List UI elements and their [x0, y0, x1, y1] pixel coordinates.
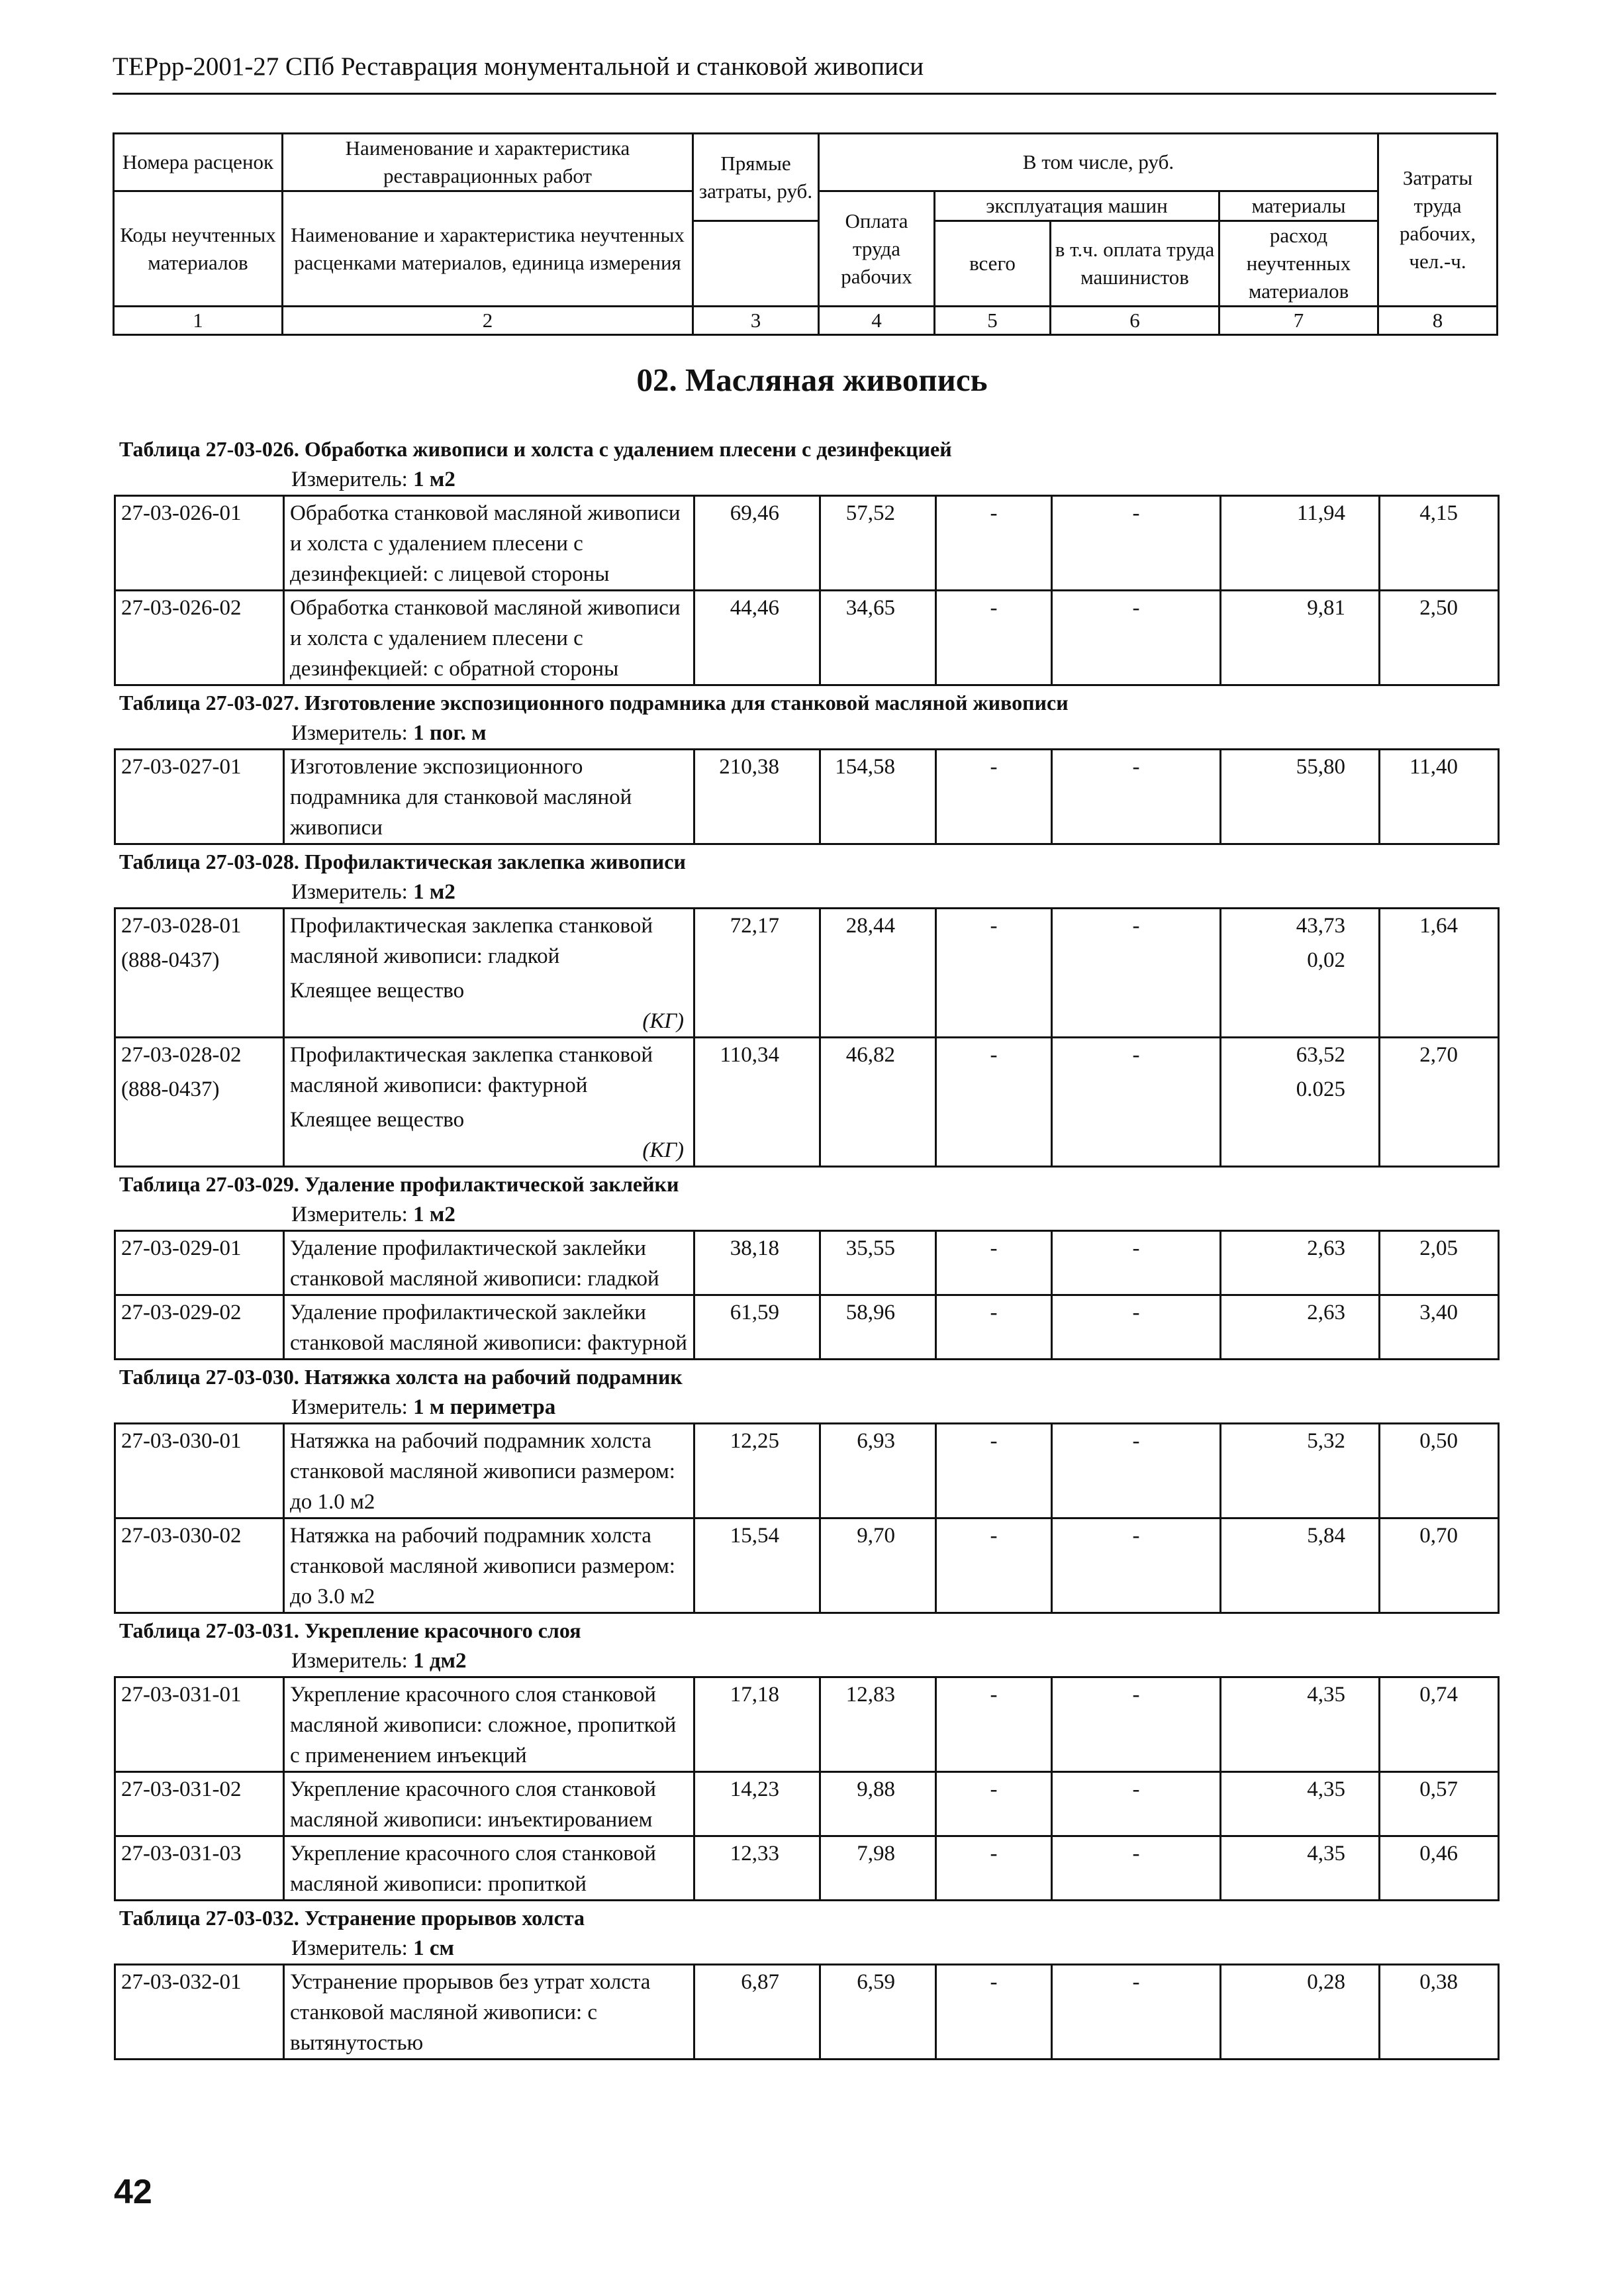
machines-total: -: [936, 909, 1052, 1038]
header-unaccounted-materials: расход неучтенных материалов: [1219, 221, 1378, 307]
machines-total: -: [936, 1836, 1052, 1901]
rate-code-cell: [115, 750, 284, 844]
direct-costs: 6,87: [694, 1965, 820, 2060]
driver-pay: -: [1052, 496, 1221, 591]
materials-cost: 2,63: [1307, 1301, 1345, 1324]
worker-pay: 35,55: [820, 1231, 936, 1295]
table-row: [115, 1231, 1499, 1295]
header-worker-pay: Оплата труда рабочих: [819, 191, 935, 307]
rate-table: [114, 495, 1500, 686]
machines-total: -: [936, 1518, 1052, 1613]
table-title: Таблица 27-03-028. Профилактическая заклепка живописи: [119, 850, 686, 873]
header-rate-numbers: Номера расценок: [114, 134, 283, 191]
header-driver-pay: в т.ч. оплата труда машинистов: [1051, 221, 1219, 307]
work-name-cell: [284, 1965, 694, 2060]
rate-code-cell: [115, 1424, 284, 1518]
work-name: Удаление профилактической заклейки станковой масляной живописи: фактурной: [290, 1301, 687, 1355]
work-name: Укрепление красочного слоя станковой масляной живописи: пропиткой: [290, 1842, 656, 1896]
page-number: 42: [114, 2173, 152, 2211]
table-row: [115, 1965, 1499, 2060]
rate-code-cell: [115, 496, 284, 591]
labor-hours: 2,50: [1380, 591, 1499, 685]
labor-hours: 2,05: [1380, 1231, 1499, 1295]
materials-cost-cell: [1221, 1424, 1380, 1518]
direct-costs: 14,23: [694, 1772, 820, 1836]
driver-pay: -: [1052, 909, 1221, 1038]
materials-cost: 43,73: [1296, 914, 1345, 938]
meter-label: Измеритель:: [291, 1936, 408, 1960]
material-unit: (КГ): [642, 1138, 684, 1162]
rate-code: 27-03-031-01: [121, 1683, 242, 1707]
table-row: [115, 1772, 1499, 1836]
direct-costs: 44,46: [694, 591, 820, 685]
rate-code-cell: [115, 1677, 284, 1772]
rate-code-cell: [115, 1231, 284, 1295]
rate-code: 27-03-030-01: [121, 1429, 242, 1453]
rate-code: 27-03-028-02: [121, 1043, 242, 1067]
table-row: [115, 909, 1499, 1038]
header-work-name: Наименование и характеристика реставрационных работ: [283, 134, 693, 191]
meter-label: Измеритель:: [291, 468, 408, 491]
rate-table: [114, 907, 1500, 1168]
work-name: Укрепление красочного слоя станковой масляной живописи: сложное, пропиткой с применением инъекций: [290, 1683, 677, 1767]
worker-pay: 9,70: [820, 1518, 936, 1613]
driver-pay: -: [1052, 1038, 1221, 1167]
header-direct-costs: Прямые затраты, руб.: [693, 134, 819, 221]
worker-pay: 9,88: [820, 1772, 936, 1836]
direct-costs: 12,25: [694, 1424, 820, 1518]
machines-total: -: [936, 1038, 1052, 1167]
work-name-cell: [284, 1038, 694, 1167]
work-name: Устранение прорывов без утрат холста станковой масляной живописи: с вытянутостью: [290, 1970, 651, 2055]
work-name-cell: [284, 1424, 694, 1518]
work-name-cell: [284, 1836, 694, 1901]
rate-table: [114, 748, 1500, 845]
driver-pay: -: [1052, 1231, 1221, 1295]
column-number: 7: [1219, 307, 1378, 335]
header-material-codes: Коды неучтенных материалов: [114, 191, 283, 307]
materials-cost-cell: [1221, 1038, 1380, 1167]
table-meter: [291, 1933, 1498, 1964]
running-header: ТЕРрр-2001-27 СПб Реставрация монументальной и станковой живописи: [113, 52, 924, 81]
header-material-names: Наименование и характеристика неучтенных расценками материалов, единица измерения: [283, 191, 693, 307]
table-title: Таблица 27-03-029. Удаление профилактической заклейки: [119, 1172, 679, 1196]
driver-pay: -: [1052, 1965, 1221, 2060]
direct-costs: 17,18: [694, 1677, 820, 1772]
materials-cost-cell: [1221, 1231, 1380, 1295]
header-direct-costs-spacer: [693, 221, 819, 307]
labor-hours: 0,46: [1380, 1836, 1499, 1901]
meter-value: 1 см: [413, 1936, 454, 1960]
table-row: [115, 591, 1499, 685]
materials-cost: 2,63: [1307, 1236, 1345, 1260]
column-number: 2: [283, 307, 693, 335]
material-amount: 0,02: [1307, 948, 1345, 972]
rate-code: 27-03-032-01: [121, 1970, 242, 1994]
table-title: Таблица 27-03-030. Натяжка холста на рабочий подрамник: [119, 1365, 683, 1389]
machines-total: -: [936, 1231, 1052, 1295]
direct-costs: 12,33: [694, 1836, 820, 1901]
header-rule: [113, 93, 1496, 95]
driver-pay: -: [1052, 750, 1221, 844]
materials-cost: 5,84: [1307, 1524, 1345, 1548]
table-row: [115, 1836, 1499, 1901]
column-number: 8: [1378, 307, 1498, 335]
labor-hours: 11,40: [1380, 750, 1499, 844]
work-name: Профилактическая заклепка станковой масляной живописи: фактурной: [290, 1043, 653, 1097]
work-name-cell: [284, 591, 694, 685]
work-name: Обработка станковой масляной живописи и холста с удалением плесени с дезинфекцией: с обратной стороны: [290, 596, 681, 681]
rate-code-cell: [115, 1038, 284, 1167]
labor-hours: 4,15: [1380, 496, 1499, 591]
machines-total: -: [936, 1772, 1052, 1836]
column-number: 6: [1051, 307, 1219, 335]
materials-cost-cell: [1221, 1518, 1380, 1613]
rate-code: 27-03-031-02: [121, 1777, 242, 1801]
rate-code: 27-03-029-02: [121, 1301, 242, 1324]
labor-hours: 0,57: [1380, 1772, 1499, 1836]
driver-pay: -: [1052, 1772, 1221, 1836]
rate-table: [114, 1964, 1500, 2060]
machines-total: -: [936, 1424, 1052, 1518]
materials-cost-cell: [1221, 1772, 1380, 1836]
table-row: [115, 1295, 1499, 1360]
machines-total: -: [936, 750, 1052, 844]
materials-cost: 5,32: [1307, 1429, 1345, 1453]
driver-pay: -: [1052, 591, 1221, 685]
header-machines-total: всего: [935, 221, 1051, 307]
work-name-cell: [284, 750, 694, 844]
rate-code-cell: [115, 1836, 284, 1901]
work-name-cell: [284, 1231, 694, 1295]
table-title: Таблица 27-03-031. Укрепление красочного слоя: [119, 1618, 581, 1642]
driver-pay: -: [1052, 1295, 1221, 1360]
table-row: [115, 1424, 1499, 1518]
meter-value: 1 м2: [413, 468, 455, 491]
machines-total: -: [936, 1677, 1052, 1772]
materials-cost-cell: [1221, 1677, 1380, 1772]
table-meter: [291, 464, 1498, 495]
direct-costs: 15,54: [694, 1518, 820, 1613]
work-name: Натяжка на рабочий подрамник холста станковой масляной живописи размером: до 1.0 м2: [290, 1429, 675, 1514]
meter-label: Измеритель:: [291, 1203, 408, 1226]
rate-code: 27-03-030-02: [121, 1524, 242, 1548]
worker-pay: 154,58: [820, 750, 936, 844]
header-materials: материалы: [1219, 191, 1378, 221]
material-name: Клеящее вещество: [290, 979, 465, 1003]
meter-label: Измеритель:: [291, 880, 408, 904]
labor-hours: 0,70: [1380, 1518, 1499, 1613]
rate-code-cell: [115, 1965, 284, 2060]
work-name: Удаление профилактической заклейки станковой масляной живописи: гладкой: [290, 1236, 659, 1291]
rate-table: [114, 1422, 1500, 1614]
worker-pay: 6,59: [820, 1965, 936, 2060]
materials-cost-cell: [1221, 1295, 1380, 1360]
rate-code: 27-03-028-01: [121, 914, 242, 938]
materials-cost-cell: [1221, 909, 1380, 1038]
table-row: [115, 1677, 1499, 1772]
meter-value: 1 м2: [413, 1203, 455, 1226]
materials-cost: 55,80: [1296, 755, 1345, 779]
rate-code-cell: [115, 1295, 284, 1360]
materials-cost: 4,35: [1307, 1683, 1345, 1707]
work-name-cell: [284, 1772, 694, 1836]
materials-cost: 0,28: [1307, 1970, 1345, 1994]
worker-pay: 6,93: [820, 1424, 936, 1518]
worker-pay: 34,65: [820, 591, 936, 685]
table-meter: [291, 718, 1498, 748]
direct-costs: 72,17: [694, 909, 820, 1038]
header-including: В том числе, руб.: [819, 134, 1378, 191]
column-number-row: [114, 307, 1498, 335]
meter-label: Измеритель:: [291, 1649, 408, 1673]
worker-pay: 46,82: [820, 1038, 936, 1167]
direct-costs: 210,38: [694, 750, 820, 844]
materials-cost: 11,94: [1296, 501, 1345, 525]
rate-code-cell: [115, 909, 284, 1038]
work-name: Изготовление экспозиционного подрамника для станковой масляной живописи: [290, 755, 632, 840]
table-meter: [291, 1392, 1498, 1422]
material-amount: 0.025: [1296, 1077, 1345, 1101]
machines-total: -: [936, 496, 1052, 591]
worker-pay: 7,98: [820, 1836, 936, 1901]
rate-code: 27-03-026-01: [121, 501, 242, 525]
labor-hours: 1,64: [1380, 909, 1499, 1038]
table-meter: [291, 1199, 1498, 1230]
driver-pay: -: [1052, 1424, 1221, 1518]
column-header-table: [113, 132, 1498, 336]
materials-cost-cell: [1221, 591, 1380, 685]
materials-cost: 9,81: [1307, 596, 1345, 620]
materials-cost-cell: [1221, 750, 1380, 844]
labor-hours: 0,74: [1380, 1677, 1499, 1772]
materials-cost: 4,35: [1307, 1777, 1345, 1801]
header-machines: эксплуатация машин: [935, 191, 1219, 221]
material-name: Клеящее вещество: [290, 1108, 465, 1132]
driver-pay: -: [1052, 1518, 1221, 1613]
work-name-cell: [284, 1295, 694, 1360]
direct-costs: 38,18: [694, 1231, 820, 1295]
work-name: Обработка станковой масляной живописи и холста с удалением плесени с дезинфекцией: с лицевой стороны: [290, 501, 681, 586]
table-title: Таблица 27-03-026. Обработка живописи и холста с удалением плесени с дезинфекцией: [119, 437, 952, 461]
table-row: [115, 1038, 1499, 1167]
work-name: Натяжка на рабочий подрамник холста станковой масляной живописи размером: до 3.0 м2: [290, 1524, 675, 1609]
work-name: Укрепление красочного слоя станковой масляной живописи: инъектированием: [290, 1777, 656, 1832]
work-name: Профилактическая заклепка станковой масляной живописи: гладкой: [290, 914, 653, 968]
material-code: (888-0437): [121, 1077, 220, 1101]
machines-total: -: [936, 1965, 1052, 2060]
table-meter: [291, 877, 1498, 907]
work-name-cell: [284, 496, 694, 591]
labor-hours: 0,38: [1380, 1965, 1499, 2060]
column-number: 5: [935, 307, 1051, 335]
labor-hours: 2,70: [1380, 1038, 1499, 1167]
meter-value: 1 м2: [413, 880, 455, 904]
rate-code: 27-03-031-03: [121, 1842, 242, 1865]
worker-pay: 12,83: [820, 1677, 936, 1772]
rate-code-cell: [115, 1518, 284, 1613]
table-row: [115, 1518, 1499, 1613]
work-name-cell: [284, 909, 694, 1038]
table-row: [115, 496, 1499, 591]
table-meter: [291, 1646, 1498, 1676]
material-unit: (КГ): [642, 1009, 684, 1033]
work-name-cell: [284, 1518, 694, 1613]
meter-label: Измеритель:: [291, 1395, 408, 1419]
table-row: [115, 750, 1499, 844]
machines-total: -: [936, 591, 1052, 685]
rate-code-cell: [115, 591, 284, 685]
rate-code: 27-03-027-01: [121, 755, 242, 779]
driver-pay: -: [1052, 1836, 1221, 1901]
table-title: Таблица 27-03-032. Устранение прорывов холста: [119, 1906, 585, 1930]
materials-cost-cell: [1221, 1965, 1380, 2060]
material-code: (888-0437): [121, 948, 220, 972]
column-number: 1: [114, 307, 283, 335]
column-number: 3: [693, 307, 819, 335]
direct-costs: 110,34: [694, 1038, 820, 1167]
labor-hours: 0,50: [1380, 1424, 1499, 1518]
header-labor-hours: Затраты труда рабочих, чел.-ч.: [1378, 134, 1498, 307]
rate-tables: [114, 434, 1498, 2062]
machines-total: -: [936, 1295, 1052, 1360]
meter-value: 1 пог. м: [413, 721, 487, 745]
worker-pay: 28,44: [820, 909, 936, 1038]
meter-value: 1 дм2: [413, 1649, 467, 1673]
meter-label: Измеритель:: [291, 721, 408, 745]
direct-costs: 61,59: [694, 1295, 820, 1360]
column-number: 4: [819, 307, 935, 335]
table-title: Таблица 27-03-027. Изготовление экспозиционного подрамника для станковой масляной живописи: [119, 691, 1069, 715]
driver-pay: -: [1052, 1677, 1221, 1772]
materials-cost: 4,35: [1307, 1842, 1345, 1865]
direct-costs: 69,46: [694, 496, 820, 591]
materials-cost-cell: [1221, 1836, 1380, 1901]
worker-pay: 57,52: [820, 496, 936, 591]
rate-code: 27-03-029-01: [121, 1236, 242, 1260]
worker-pay: 58,96: [820, 1295, 936, 1360]
section-title: 02. Масляная живопись: [636, 362, 988, 398]
rate-table: [114, 1676, 1500, 1901]
materials-cost: 63,52: [1296, 1043, 1345, 1067]
meter-value: 1 м периметра: [413, 1395, 556, 1419]
rate-table: [114, 1230, 1500, 1360]
materials-cost-cell: [1221, 496, 1380, 591]
rate-code: 27-03-026-02: [121, 596, 242, 620]
work-name-cell: [284, 1677, 694, 1772]
labor-hours: 3,40: [1380, 1295, 1499, 1360]
rate-code-cell: [115, 1772, 284, 1836]
